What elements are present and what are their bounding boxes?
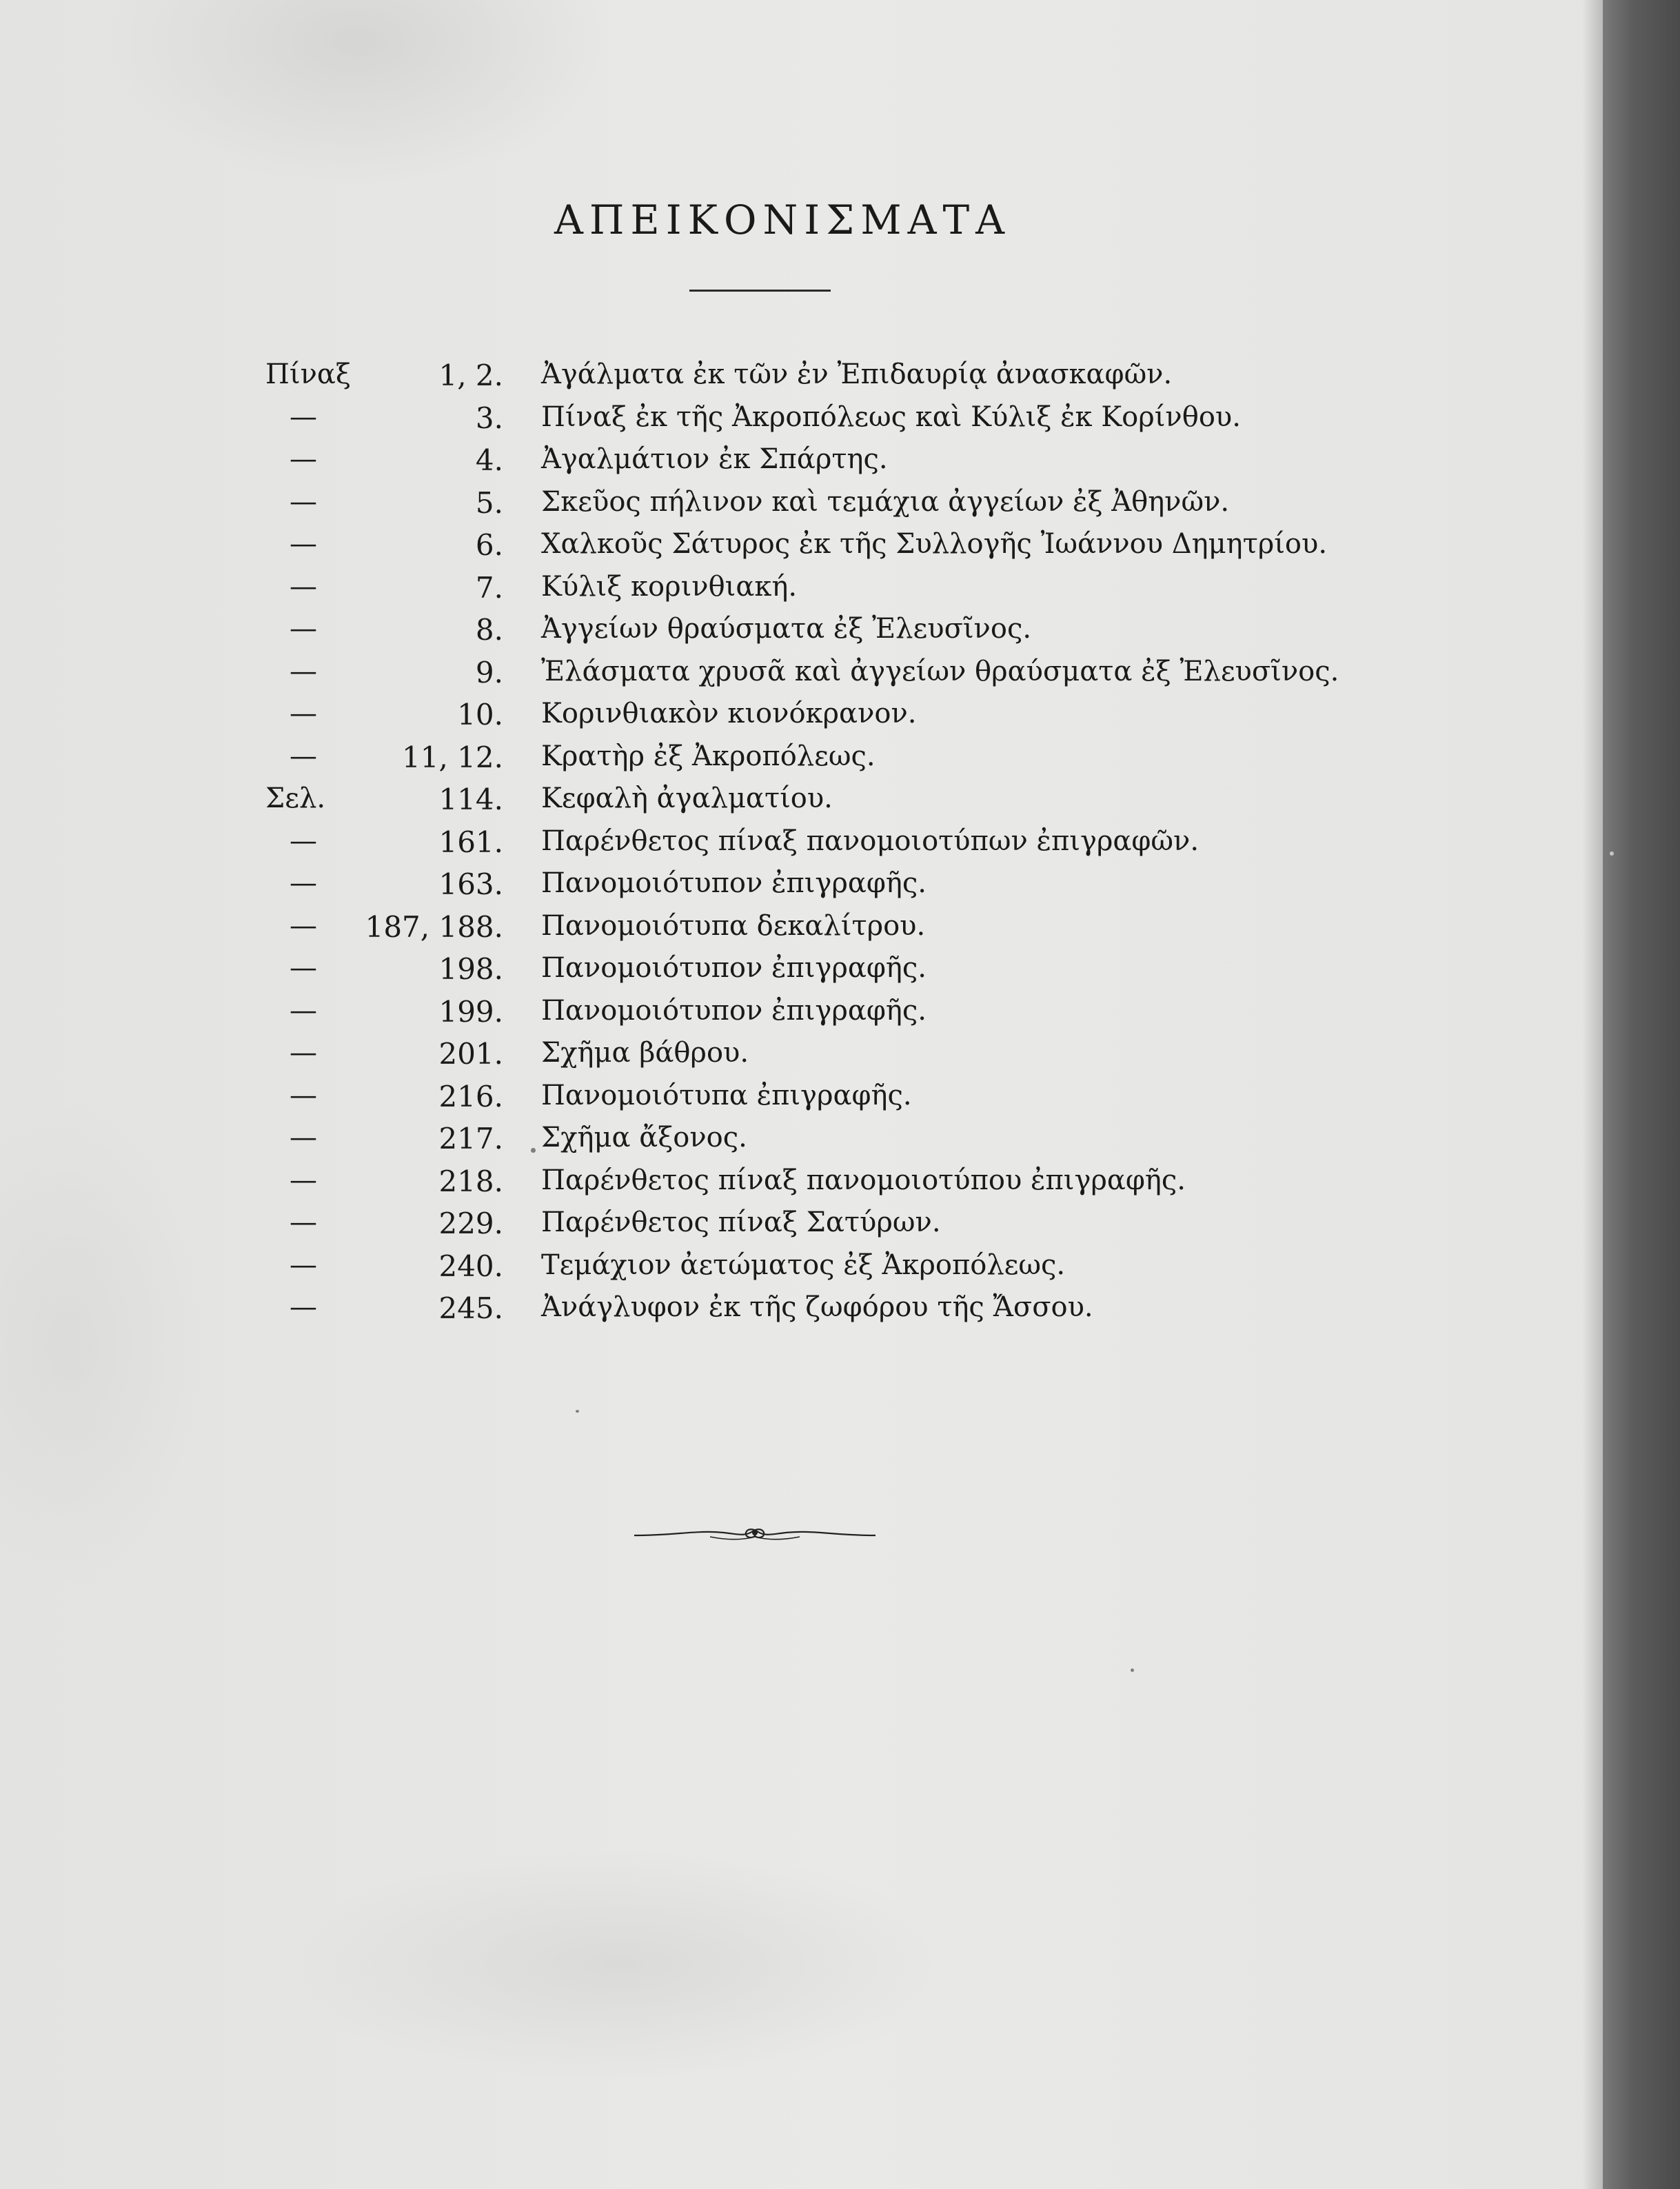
title-divider <box>689 290 831 292</box>
entry-number: 1, 2. <box>438 359 503 392</box>
entry-number: 6. <box>475 528 503 562</box>
entry-label: — <box>290 825 317 857</box>
spine-shadow <box>1582 0 1603 2189</box>
list-item <box>0 486 1565 529</box>
entry-number: 5. <box>475 485 503 520</box>
entry-description: Παρένθετος πίναξ πανομοιοτύπων ἐπιγραφῶν. <box>541 825 1200 857</box>
list-item <box>0 1037 1565 1080</box>
entry-number: 114. <box>438 783 503 816</box>
entry-description: Πανομοιότυπα ἐπιγραφῆς. <box>541 1079 912 1111</box>
entry-number: 163. <box>438 867 503 901</box>
entry-label: — <box>290 994 317 1027</box>
entry-number: 4. <box>475 443 503 477</box>
entry-description: Κορινθιακὸν κιονόκρανον. <box>541 698 917 729</box>
entry-label: — <box>290 443 317 475</box>
entry-description: Πίναξ ἐκ τῆς Ἀκροπόλεως καὶ Κύλιξ ἐκ Κορίνθου. <box>541 401 1241 433</box>
entry-label: — <box>290 952 317 984</box>
entry-number: 10. <box>457 698 503 732</box>
illustrations-list <box>0 359 1565 1334</box>
entry-description: Ἐλάσματα χρυσᾶ καὶ ἀγγείων θραύσματα ἐξ Ἐλευσῖνος. <box>541 655 1339 687</box>
list-item <box>0 528 1565 571</box>
entry-number: 187, 188. <box>365 909 503 944</box>
entry-number: 218. <box>438 1164 503 1198</box>
entry-description: Ἀγάλματα ἐκ τῶν ἐν Ἐπιδαυρίᾳ ἀνασκαφῶν. <box>541 359 1173 390</box>
entry-description: Κρατὴρ ἐξ Ἀκροπόλεως. <box>541 740 876 772</box>
list-item <box>0 740 1565 783</box>
entry-description: Σχῆμα βάθρου. <box>541 1037 749 1069</box>
entry-description: Ἀγγείων θραύσματα ἐξ Ἐλευσῖνος. <box>541 613 1032 645</box>
ink-speck <box>1610 851 1614 856</box>
entry-description: Κεφαλὴ ἀγαλματίου. <box>541 783 833 814</box>
flourish-ornament-icon <box>634 1520 876 1548</box>
entry-number: 245. <box>438 1291 503 1325</box>
list-item <box>0 698 1565 740</box>
list-item <box>0 783 1565 825</box>
entry-label: Σελ. <box>265 783 326 814</box>
list-item <box>0 401 1565 444</box>
entry-label: — <box>290 1079 317 1111</box>
entry-number: 199. <box>438 994 503 1029</box>
ink-speck <box>576 1410 579 1413</box>
entry-label: — <box>290 570 317 603</box>
list-item <box>0 952 1565 995</box>
list-item <box>0 613 1565 656</box>
list-item <box>0 1249 1565 1292</box>
list-item <box>0 571 1565 614</box>
list-item <box>0 910 1565 953</box>
entry-label: — <box>290 698 317 729</box>
entry-description: Σχῆμα ἄξονος. <box>541 1122 747 1153</box>
entry-description: Ἀνάγλυφον ἐκ τῆς ζωφόρου τῆς Ἄσσου. <box>541 1291 1093 1323</box>
entry-label: — <box>290 1249 317 1281</box>
entry-description: Πανομοιότυπον ἐπιγραφῆς. <box>541 867 927 899</box>
entry-description: Πανομοιότυπον ἐπιγραφῆς. <box>541 994 927 1027</box>
entry-label: — <box>290 909 317 942</box>
entry-description: Πανομοιότυπα δεκαλίτρου. <box>541 909 926 942</box>
page-title: ΑΠΕΙΚΟΝΙΣΜΑΤΑ <box>554 196 1011 243</box>
entry-description: Κύλιξ κορινθιακή. <box>541 570 798 603</box>
entry-label: — <box>290 740 317 772</box>
book-spine-edge <box>1603 0 1680 2189</box>
entry-label: — <box>290 1122 317 1153</box>
entry-label: — <box>290 485 317 518</box>
entry-number: 240. <box>438 1249 503 1283</box>
list-item <box>0 825 1565 868</box>
ink-speck <box>531 1148 536 1153</box>
list-item <box>0 1122 1565 1164</box>
ink-speck <box>1131 1668 1134 1672</box>
entry-label: Πίναξ <box>265 359 351 390</box>
entry-number: 3. <box>475 401 503 435</box>
entry-label: — <box>290 867 317 899</box>
entry-description: Πανομοιότυπον ἐπιγραφῆς. <box>541 952 927 984</box>
entry-label: — <box>290 1207 317 1238</box>
list-item <box>0 1164 1565 1207</box>
entry-label: — <box>290 1164 317 1196</box>
list-item <box>0 443 1565 486</box>
entry-number: 8. <box>475 613 503 647</box>
entry-number: 7. <box>475 570 503 605</box>
entry-description: Σκεῦος πήλινον καὶ τεμάχια ἀγγείων ἐξ Ἀθηνῶν. <box>541 485 1230 518</box>
entry-number: 198. <box>438 952 503 986</box>
entry-description: Ἀγαλμάτιον ἐκ Σπάρτης. <box>541 443 888 475</box>
entry-number: 217. <box>438 1122 503 1156</box>
entry-number: 11, 12. <box>402 740 503 774</box>
list-item <box>0 995 1565 1038</box>
list-item <box>0 656 1565 698</box>
list-item <box>0 359 1565 401</box>
list-item <box>0 1207 1565 1249</box>
list-item <box>0 1080 1565 1122</box>
entry-label: — <box>290 528 317 560</box>
entry-description: Τεμάχιον ἀετώματος ἐξ Ἀκροπόλεως. <box>541 1249 1066 1281</box>
list-item <box>0 867 1565 910</box>
entry-number: 216. <box>438 1079 503 1113</box>
entry-label: — <box>290 401 317 433</box>
entry-number: 201. <box>438 1037 503 1071</box>
entry-description: Παρένθετος πίναξ πανομοιοτύπου ἐπιγραφῆς. <box>541 1164 1186 1196</box>
entry-label: — <box>290 1291 317 1323</box>
entry-number: 229. <box>438 1207 503 1240</box>
entry-label: — <box>290 655 317 687</box>
entry-number: 9. <box>475 655 503 689</box>
list-item <box>0 1291 1565 1334</box>
entry-label: — <box>290 613 317 645</box>
entry-description: Χαλκοῦς Σάτυρος ἐκ τῆς Συλλογῆς Ἰωάννου Δημητρίου. <box>541 528 1328 560</box>
entry-description: Παρένθετος πίναξ Σατύρων. <box>541 1207 941 1238</box>
entry-label: — <box>290 1037 317 1069</box>
entry-number: 161. <box>438 825 503 859</box>
